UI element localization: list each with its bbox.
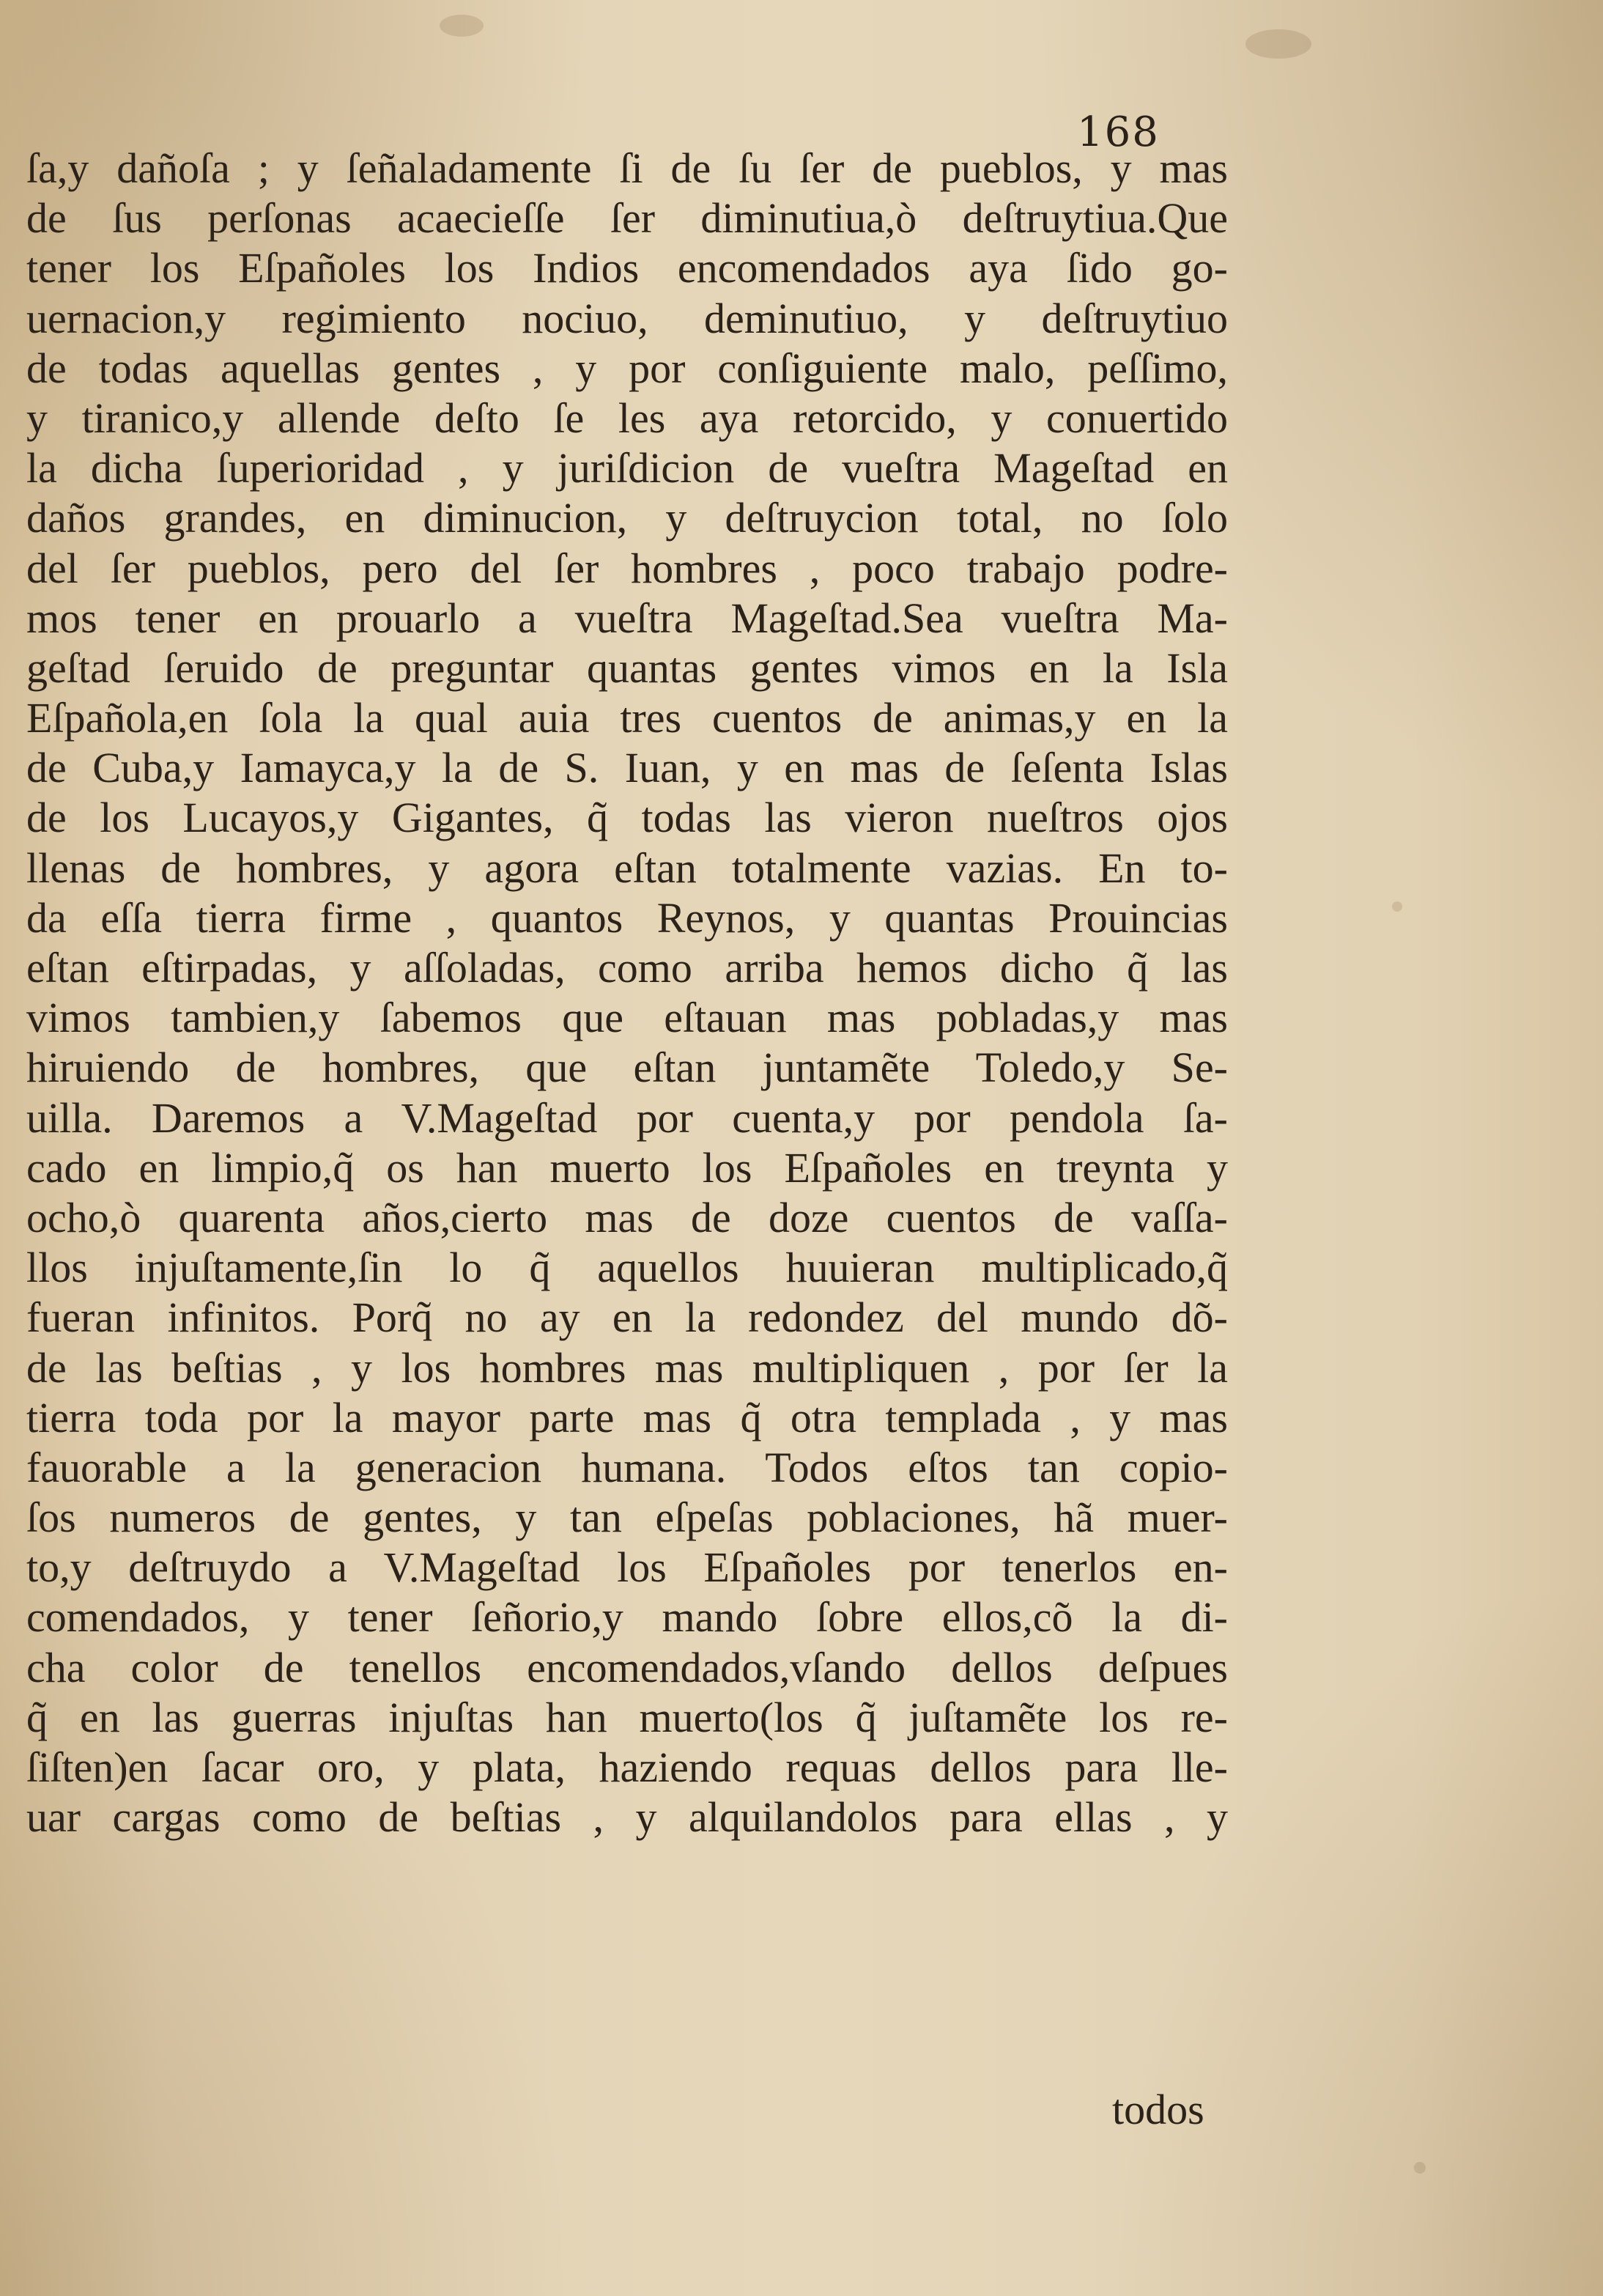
text-line: da eſſa tierra firme , quantos Reynos, y quantas Prouincias (26, 893, 1228, 942)
text-line: fueran infinitos. Porq̃ no ay en la redondez del mundo dõ- (26, 1293, 1228, 1342)
paper-stain (1414, 2162, 1426, 2174)
text-line: uar cargas como de beſtias , y alquilandolos para ellas , y (26, 1793, 1228, 1842)
text-line: y tiranico,y allende deſto ſe les aya retorcido, y conuertido (26, 394, 1228, 442)
text-line: fauorable a la generacion humana. Todos eſtos tan copio- (26, 1443, 1228, 1491)
text-line: de los Lucayos,y Gigantes, q̃ todas las vieron nueſtros ojos (26, 794, 1228, 842)
text-line: llenas de hombres, y agora eſtan totalmente vazias. En to- (26, 844, 1228, 892)
text-line: tierra toda por la mayor parte mas q̃ otra templada , y mas (26, 1393, 1228, 1442)
paper-stain (1392, 901, 1402, 912)
text-line: del ſer pueblos, pero del ſer hombres , poco trabajo podre- (26, 544, 1228, 592)
text-line: uilla. Daremos a V.Mageſtad por cuenta,y por pendola ſa- (26, 1093, 1228, 1142)
text-column (26, 144, 1228, 1842)
text-line: tener los Eſpañoles los Indios encomendados aya ſido go- (26, 244, 1228, 292)
text-line: comendados, y tener ſeñorio,y mando ſobre ellos,cõ la di- (26, 1593, 1228, 1642)
text-line: llos injuſtamente,ſin lo q̃ aquellos huuieran multiplicado,q̃ (26, 1244, 1228, 1292)
text-line: to,y deſtruydo a V.Mageſtad los Eſpañoles por tenerlos en- (26, 1543, 1228, 1592)
text-line: ocho,ò quarenta años,cierto mas de doze cuentos de vaſſa- (26, 1193, 1228, 1241)
text-line: ſos numeros de gentes, y tan eſpeſas poblaciones, hã muer- (26, 1494, 1228, 1542)
text-line: vimos tambien,y ſabemos que eſtauan mas pobladas,y mas (26, 994, 1228, 1042)
text-line: de ſus perſonas acaecieſſe ſer diminutiua,ò deſtruytiua.Que (26, 194, 1228, 243)
text-line: ſiſten)en ſacar oro, y plata, haziendo requas dellos para lle- (26, 1743, 1228, 1791)
text-line: daños grandes, en diminucion, y deſtruycion total, no ſolo (26, 494, 1228, 542)
text-line: uernacion,y regimiento nociuo, deminutiuo, y deſtruytiuo (26, 294, 1228, 342)
text-line: mos tener en prouarlo a vueſtra Mageſtad.Sea vueſtra Ma- (26, 594, 1228, 642)
paper-stain (1245, 29, 1311, 59)
text-line: de todas aquellas gentes , y por conſiguiente malo, peſſimo, (26, 344, 1228, 392)
page-number: 168 (1077, 108, 1160, 156)
text-line: cado en limpio,q̃ os han muerto los Eſpañoles en treynta y (26, 1143, 1228, 1192)
text-line: eſtan eſtirpadas, y aſſoladas, como arriba hemos dicho q̃ las (26, 944, 1228, 992)
text-line: hiruiendo de hombres, que eſtan juntamẽte Toledo,y Se- (26, 1044, 1228, 1092)
paper-stain (440, 15, 484, 37)
text-line: la dicha ſuperioridad , y juriſdicion de vueſtra Mageſtad en (26, 444, 1228, 492)
text-line: de Cuba,y Iamayca,y la de S. Iuan, y en mas de ſeſenta Islas (26, 744, 1228, 792)
text-line: de las beſtias , y los hombres mas multipliquen , por ſer la (26, 1343, 1228, 1392)
catchword: todos (1112, 2086, 1204, 2133)
text-line: Eſpañola,en ſola la qual auia tres cuentos de animas,y en la (26, 694, 1228, 742)
text-line: ſa,y dañoſa ; y ſeñaladamente ſi de ſu ſer de pueblos, y mas (26, 144, 1228, 192)
text-line: q̃ en las guerras injuſtas han muerto(los q̃ juſtamẽte los re- (26, 1693, 1228, 1741)
text-line: cha color de tenellos encomendados,vſando dellos deſpues (26, 1643, 1228, 1691)
text-line: geſtad ſeruido de preguntar quantas gentes vimos en la Isla (26, 643, 1228, 692)
